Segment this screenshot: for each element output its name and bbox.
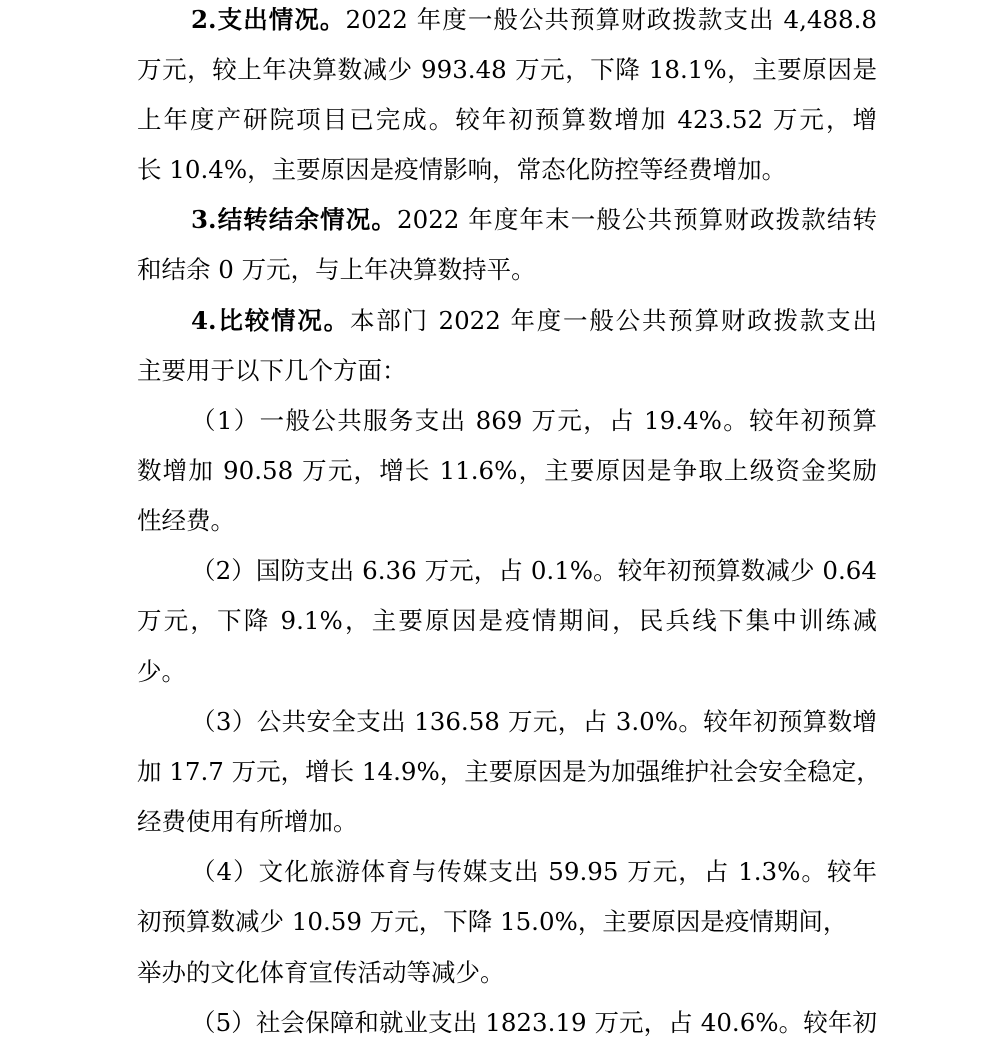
- item-4-line-1: （4）文化旅游体育与传媒支出 59.95 万元，占 1.3%。较年: [191, 857, 877, 886]
- heading-comparison: 4.比较情况。: [191, 306, 350, 335]
- item-3-line-1: （3）公共安全支出 136.58 万元，占 3.0%。较年初预算数增: [191, 707, 877, 736]
- item-4-line-3: 举办的文化体育宣传活动等减少。: [137, 958, 505, 987]
- item-2-line-1: （2）国防支出 6.36 万元，占 0.1%。较年初预算数减少 0.64: [191, 556, 877, 585]
- paragraph-comparison-line-2: 主要用于以下几个方面：: [137, 356, 407, 385]
- paragraph-carryover-line-2: 和结余 0 万元，与上年决算数持平。: [137, 255, 536, 284]
- item-2-line-2: 万元，下降 9.1%，主要原因是疫情期间，民兵线下集中训练减: [137, 606, 877, 635]
- paragraph-expenditure-line-2: 万元，较上年决算数减少 993.48 万元，下降 18.1%，主要原因是: [137, 55, 877, 84]
- paragraph-expenditure-line-1: 2.支出情况。2022 年度一般公共预算财政拨款支出 4,488.8: [191, 5, 877, 34]
- item-5-line-1: （5）社会保障和就业支出 1823.19 万元，占 40.6%。较年初: [191, 1008, 877, 1037]
- item-1-line-1: （1）一般公共服务支出 869 万元，占 19.4%。较年初预算: [191, 406, 877, 435]
- item-4-line-2: 初预算数减少 10.59 万元，下降 15.0%，主要原因是疫情期间，: [137, 907, 848, 936]
- paragraph-expenditure-line-4: 长 10.4%，主要原因是疫情影响，常态化防控等经费增加。: [137, 155, 787, 184]
- item-1-line-3: 性经费。: [137, 506, 235, 535]
- item-2-line-3: 少。: [137, 657, 186, 686]
- item-3-line-3: 经费使用有所增加。: [137, 807, 358, 836]
- paragraph-expenditure-line-3: 上年度产研院项目已完成。较年初预算数增加 423.52 万元，增: [137, 105, 877, 134]
- paragraph-carryover-line-1: 3.结转结余情况。2022 年度年末一般公共预算财政拨款结转: [191, 205, 878, 234]
- item-3-line-2: 加 17.7 万元，增长 14.9%，主要原因是为加强维护社会安全稳定，: [137, 757, 881, 786]
- paragraph-comparison-line-1: 4.比较情况。本部门 2022 年度一般公共预算财政拨款支出: [191, 306, 877, 335]
- heading-expenditure: 2.支出情况。: [191, 5, 346, 34]
- item-1-line-2: 数增加 90.58 万元，增长 11.6%，主要原因是争取上级资金奖励: [137, 456, 877, 485]
- heading-carryover: 3.结转结余情况。: [191, 205, 398, 234]
